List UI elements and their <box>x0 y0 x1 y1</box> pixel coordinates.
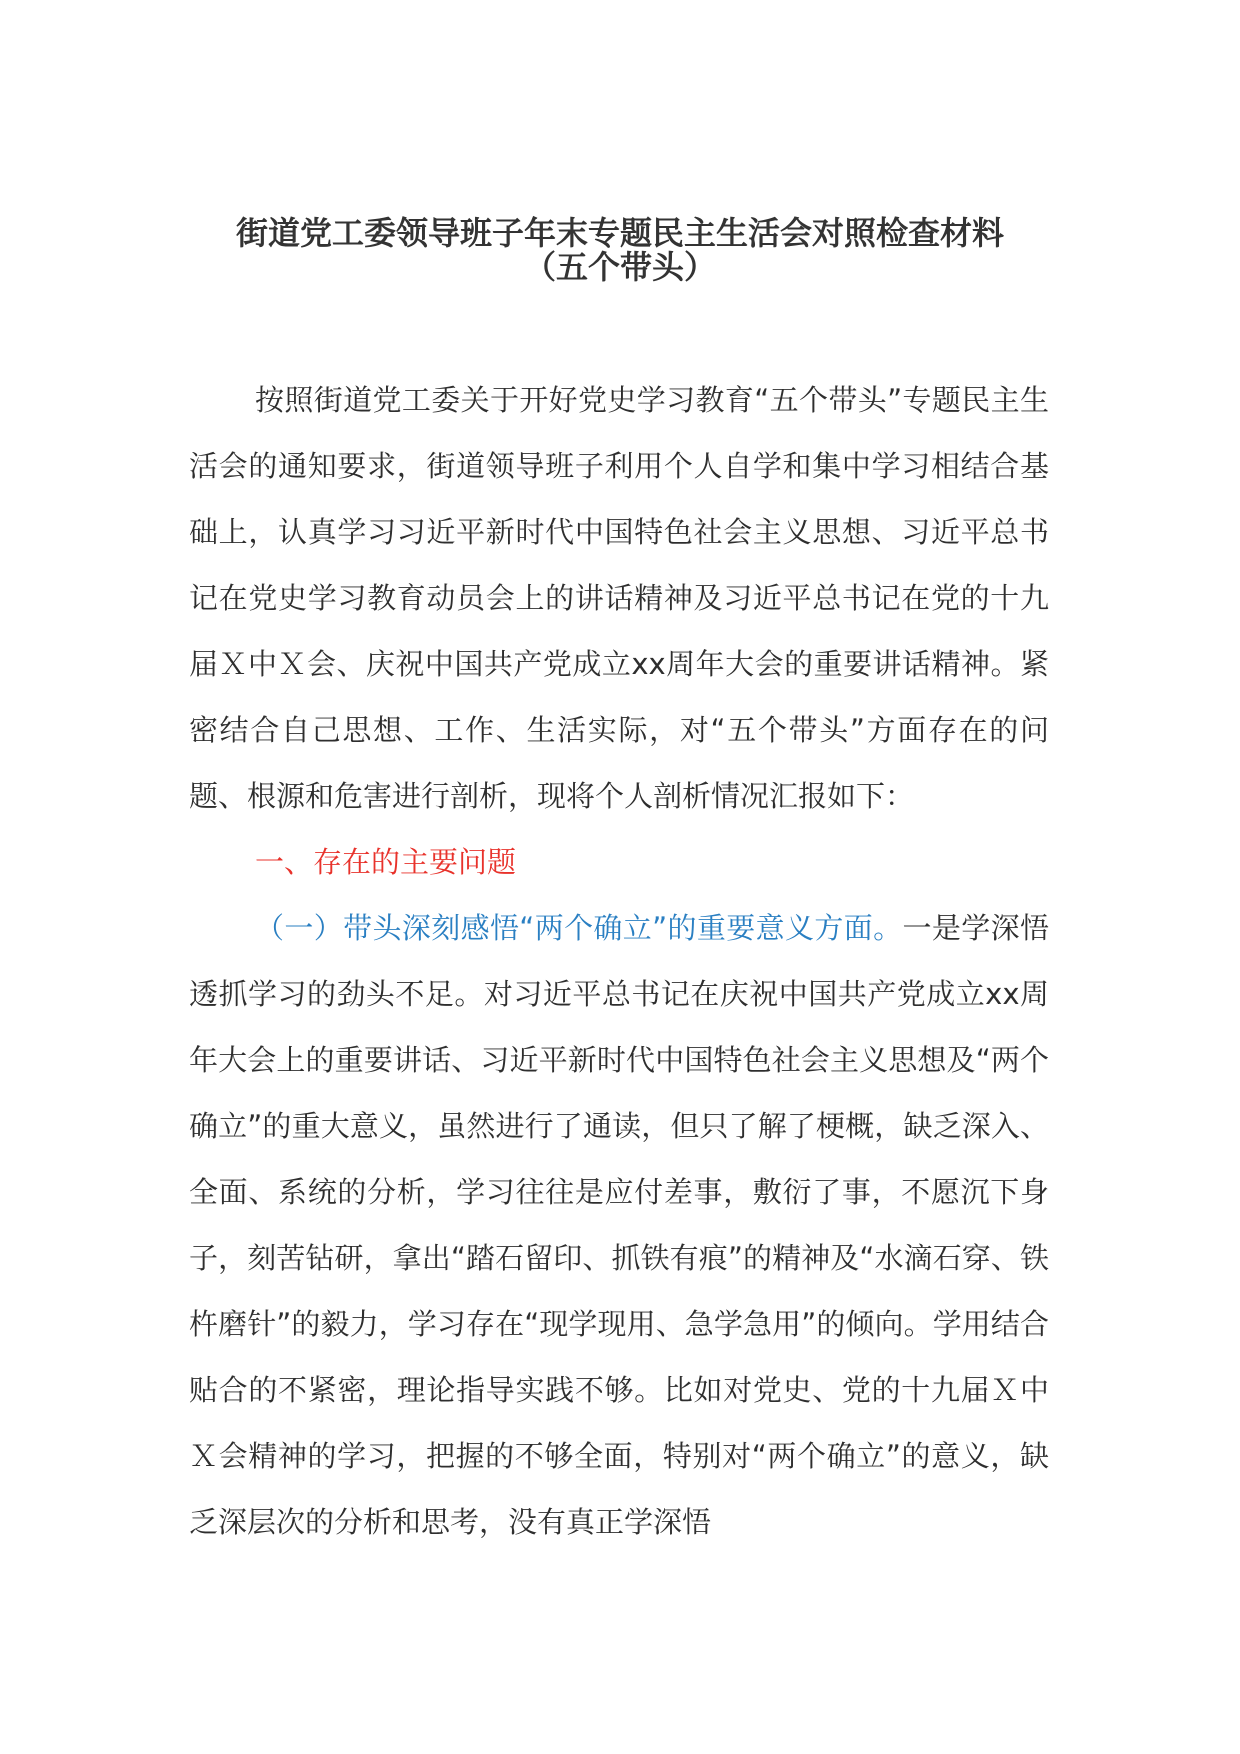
subsection-paragraph <box>189 895 1049 1555</box>
document-subtitle: （五个带头） <box>523 248 716 286</box>
section-heading-problems: 一、存在的主要问题 <box>255 845 517 879</box>
subsection-text: 一是学深悟透抓学习的劲头不足。对习近平总书记在庆祝中国共产党成立xx周年大会上的重要讲话、习近平新时代中国特色社会主义思想及“两个确立”的重大意义，虽然进行了通读，但只了解了梗概，缺乏深入、全面、系统的分析，学习往往是应付差事，敷衍了事，不愿沉下身子，刻苦钻研，拿出“踏石留印、抓铁有痕”的精神及“水滴石穿、铁杵磨针”的毅力，学习存在“现学现用、急学急用”的倾向。学用结合贴合的不紧密，理论指导实践不够。比如对党史、党的十九届Ｘ中Ｘ会精神的学习，把握的不够全面，特别对“两个确立”的意义，缺乏深层次的分析和思考，没有真正学深悟 <box>189 911 1049 1539</box>
document-body <box>189 367 1049 1555</box>
document-title: 街道党工委领导班子年末专题民主生活会对照检查材料 <box>235 214 1004 252</box>
intro-paragraph: 按照街道党工委关于开好党史学习教育“五个带头”专题民主生活会的通知要求，街道领导班子利用个人自学和集中学习相结合基础上，认真学习习近平新时代中国特色社会主义思想、习近平总书记在党史学习教育动员会上的讲话精神及习近平总书记在党的十九届Ｘ中Ｘ会、庆祝中国共产党成立xx周年大会的重要讲话精神。紧密结合自己思想、工作、生活实际，对“五个带头”方面存在的问题、根源和危害进行剖析，现将个人剖析情况汇报如下： <box>189 383 1049 813</box>
subsection-heading: （一）带头深刻感悟“两个确立”的重要意义方面。 <box>255 911 903 945</box>
